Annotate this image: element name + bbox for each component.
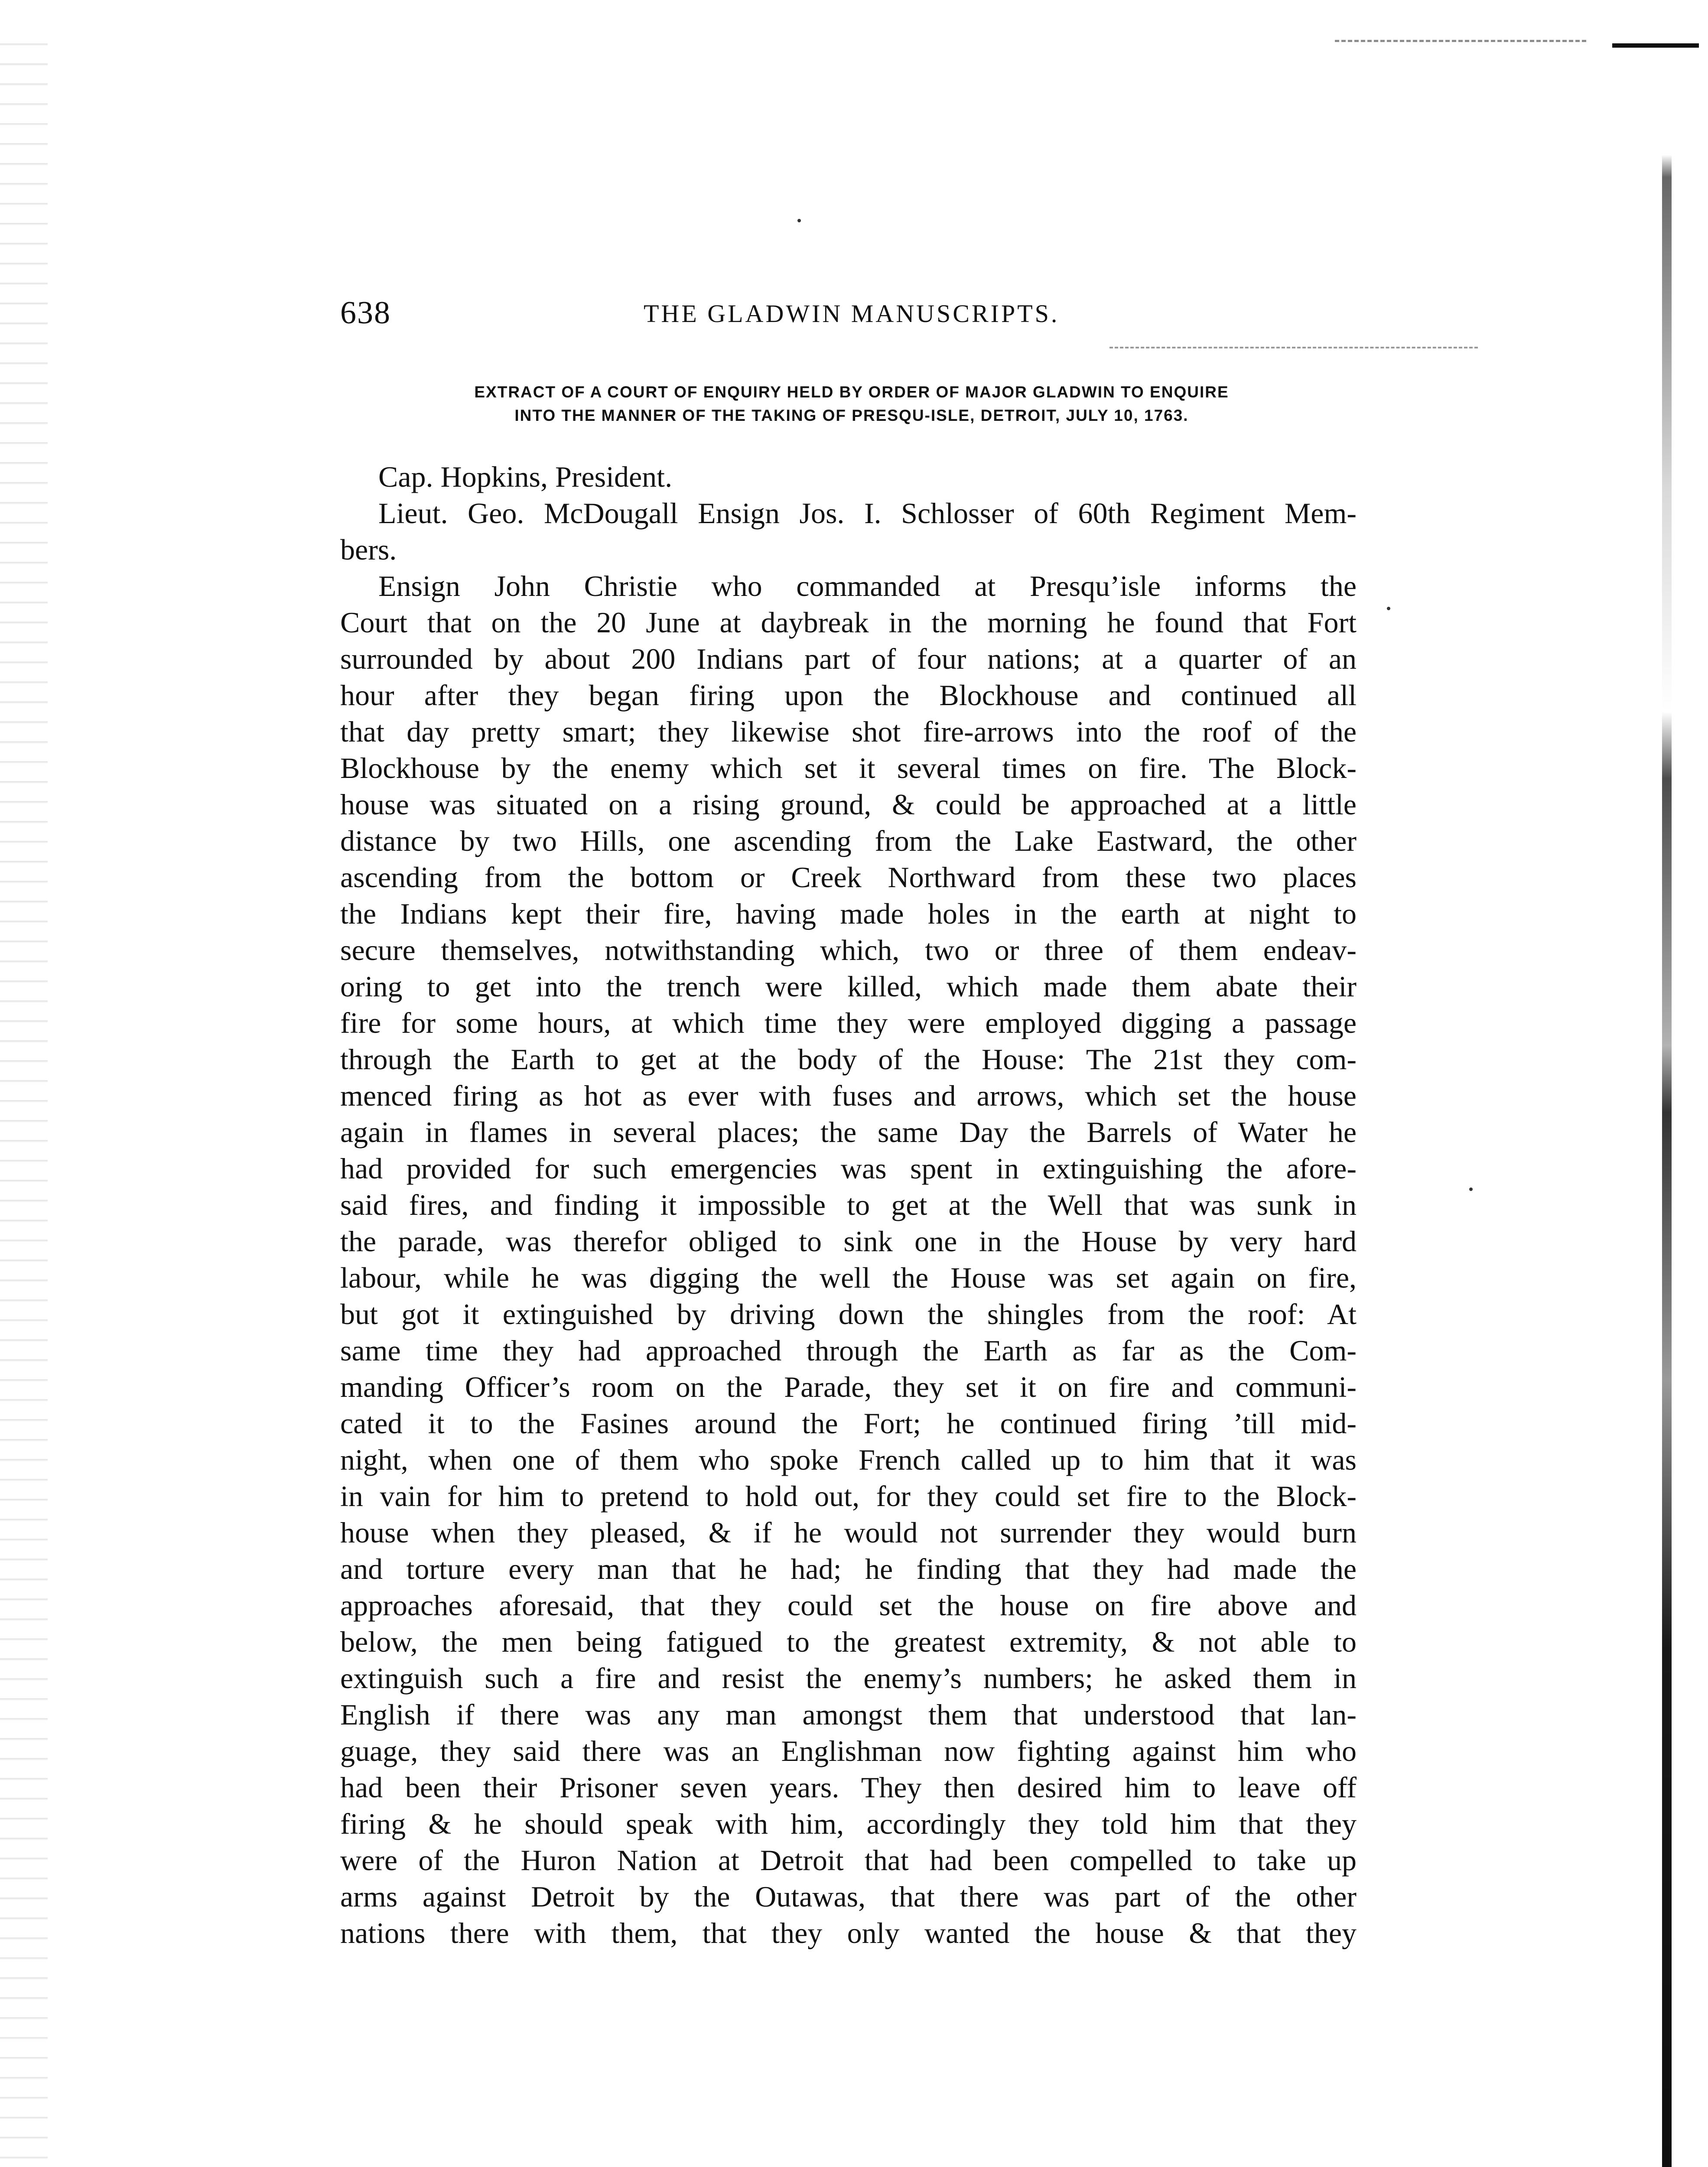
body-line: surrounded by about 200 Indians part of four nations; at a quarter of an xyxy=(340,642,1357,675)
body-line: but got it extinguished by driving down the shingles from the roof: At xyxy=(340,1298,1357,1331)
body-line: in vain for him to pretend to hold out, for they could set fire to the Block- xyxy=(340,1480,1357,1513)
body-line: and torture every man that he had; he finding that they had made the xyxy=(340,1552,1357,1585)
body-line: same time they had approached through the Earth as far as the Com- xyxy=(340,1334,1357,1367)
body-line: the Indians kept their fire, having made holes in the earth at night to xyxy=(340,897,1357,930)
body-line: guage, they said there was an Englishman now fighting against him who xyxy=(340,1734,1357,1767)
body-line: arms against Detroit by the Outawas, that there was part of the other xyxy=(340,1880,1357,1913)
body-line: through the Earth to get at the body of the House: The 21st they com- xyxy=(340,1043,1357,1076)
body-line: had provided for such emergencies was spent in extinguishing the afore- xyxy=(340,1152,1357,1185)
body-line: night, when one of them who spoke French called up to him that it was xyxy=(340,1443,1357,1476)
running-header xyxy=(340,295,1359,338)
scan-edge-artifact xyxy=(0,26,48,2167)
body-line: oring to get into the trench were killed, which made them abate their xyxy=(340,970,1357,1003)
body-line: distance by two Hills, one ascending from the Lake Eastward, the other xyxy=(340,824,1357,857)
body-line: extinguish such a fire and resist the enemy’s numbers; he asked them in xyxy=(340,1662,1357,1695)
body-line: Ensign John Christie who commanded at Presqu’isle informs the xyxy=(378,569,1357,602)
body-line: house was situated on a rising ground, & could be approached at a little xyxy=(340,788,1357,821)
body-line: secure themselves, notwithstanding which, two or three of them endeav- xyxy=(340,934,1357,966)
president-line: Cap. Hopkins, President. xyxy=(378,460,673,493)
body-line: hour after they began firing upon the Blockhouse and continued all xyxy=(340,679,1357,712)
extract-heading-line-1: EXTRACT OF A COURT OF ENQUIRY HELD BY ORDER OF MAJOR GLADWIN TO ENQUIRE xyxy=(474,383,1229,401)
page-number: 638 xyxy=(340,295,391,331)
body-line: house when they pleased, & if he would not surrender they would burn xyxy=(340,1516,1357,1549)
running-title: THE GLADWIN MANUSCRIPTS. xyxy=(644,299,1060,328)
body-line: were of the Huron Nation at Detroit that had been compelled to take up xyxy=(340,1844,1357,1877)
body-line: approaches aforesaid, that they could set the house on fire above and xyxy=(340,1589,1357,1622)
header-rule xyxy=(1109,347,1478,348)
testimony-paragraph xyxy=(340,568,1357,1951)
body-line: the parade, was therefor obliged to sink one in the House by very hard xyxy=(340,1225,1357,1258)
body-line: manding Officer’s room on the Parade, they set it on fire and communi- xyxy=(340,1370,1357,1403)
scan-speck xyxy=(1387,607,1390,610)
scan-top-dash xyxy=(1335,40,1586,42)
body-line: labour, while he was digging the well the House was set again on fire, xyxy=(340,1261,1357,1294)
body-line: Blockhouse by the enemy which set it several times on fire. The Block- xyxy=(340,752,1357,784)
body-line: had been their Prisoner seven years. They then desired him to leave off xyxy=(340,1771,1357,1804)
body-line: nations there with them, that they only wanted the house & that they xyxy=(340,1916,1357,1949)
members-line-1: Lieut. Geo. McDougall Ensign Jos. I. Schlosser of 60th Regiment Mem- xyxy=(378,497,1357,530)
extract-heading-line-2: INTO THE MANNER OF THE TAKING OF PRESQU-ISLE, DETROIT, JULY 10, 1763. xyxy=(514,407,1189,424)
scan-speck xyxy=(797,219,801,222)
body-line: English if there was any man amongst them that understood that lan- xyxy=(340,1698,1357,1731)
body-line: Court that on the 20 June at daybreak in the morning he found that Fort xyxy=(340,606,1357,639)
scan-top-right-mark xyxy=(1612,43,1699,48)
body-line: fire for some hours, at which time they were employed digging a passage xyxy=(340,1006,1357,1039)
scan-speck xyxy=(1469,1188,1473,1191)
body-line: ascending from the bottom or Creek Northward from these two places xyxy=(340,861,1357,894)
scan-right-edge-bar xyxy=(1662,43,1672,2167)
extract-heading xyxy=(340,381,1363,427)
body-line: menced firing as hot as ever with fuses and arrows, which set the house xyxy=(340,1079,1357,1112)
body-line: firing & he should speak with him, accordingly they told him that they xyxy=(340,1807,1357,1840)
body-line: cated it to the Fasines around the Fort; he continued firing ’till mid- xyxy=(340,1407,1357,1440)
body-line: that day pretty smart; they likewise shot fire-arrows into the roof of the xyxy=(340,715,1357,748)
body-text xyxy=(340,459,1357,1951)
members-line-2: bers. xyxy=(340,533,397,566)
body-line: below, the men being fatigued to the greatest extremity, & not able to xyxy=(340,1625,1357,1658)
body-line: again in flames in several places; the same Day the Barrels of Water he xyxy=(340,1116,1357,1149)
body-line: said fires, and finding it impossible to get at the Well that was sunk in xyxy=(340,1188,1357,1221)
